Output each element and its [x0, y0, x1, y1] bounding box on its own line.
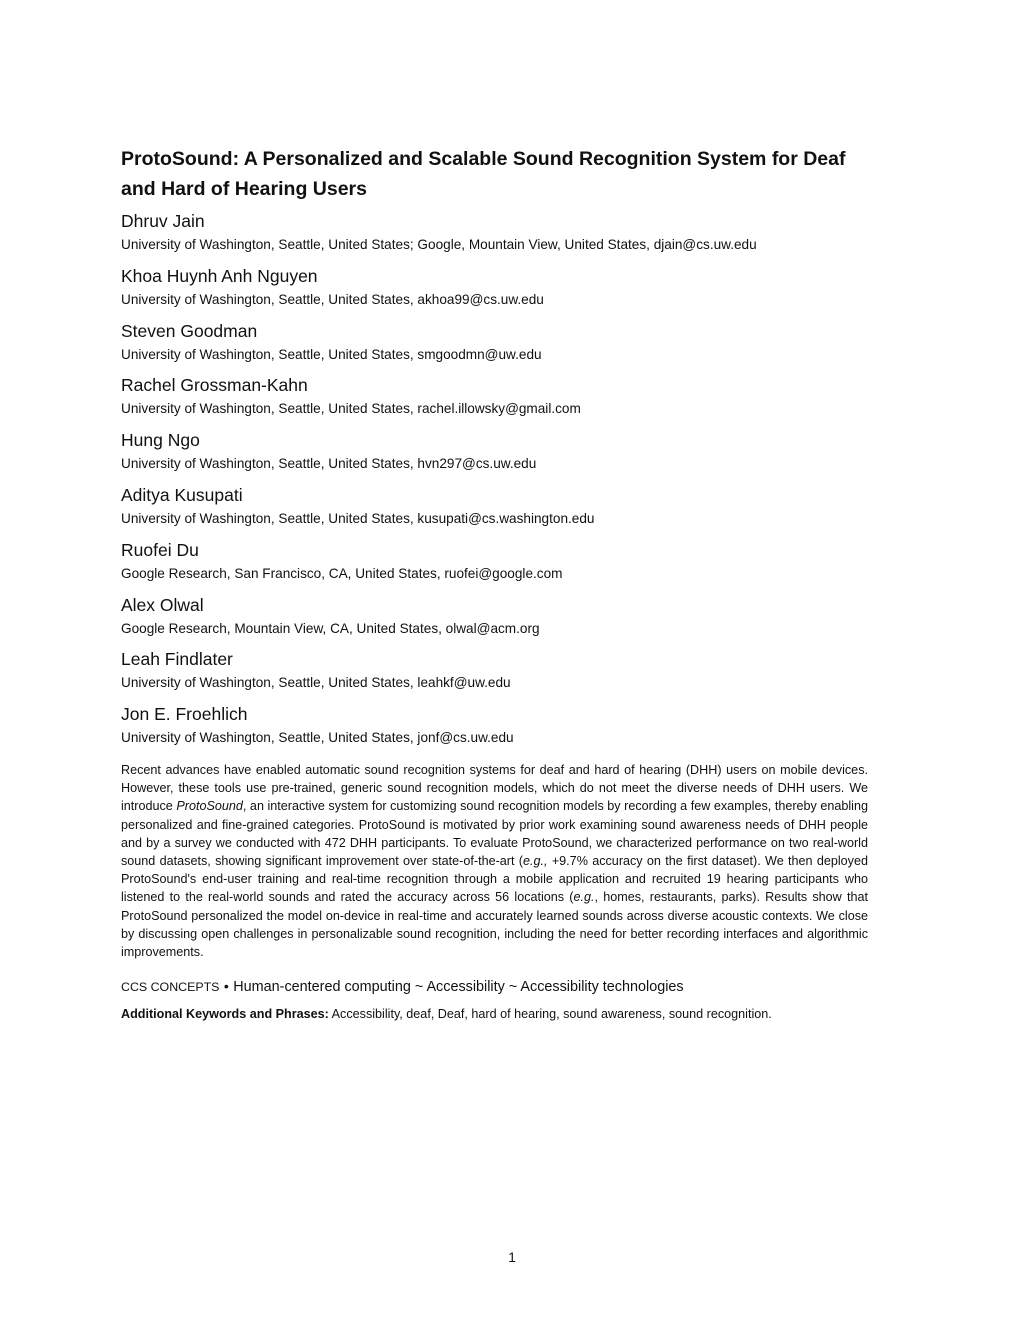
author-list: [121, 208, 868, 756]
author-entry: [121, 701, 868, 756]
author-entry: [121, 372, 868, 427]
author-name: Alex Olwal: [121, 594, 204, 615]
page-number: 1: [508, 1250, 516, 1265]
author-affiliation: University of Washington, Seattle, United States, akhoa99@cs.uw.edu: [121, 291, 544, 307]
author-entry: [121, 318, 868, 373]
author-name: Aditya Kusupati: [121, 484, 243, 505]
author-entry: [121, 537, 868, 592]
keywords: [121, 1005, 868, 1023]
author-name: Leah Findlater: [121, 649, 233, 670]
ccs-concepts-text: Human-centered computing ~ Accessibility ~ Accessibility technologies: [233, 979, 684, 995]
abstract-text: +9.7% accuracy on the first dataset). We then deployed ProtoSound's end-user training and real-time recognition through a mobile application and recruited 19 hearing participants who listened to the real-world sounds and rated the accuracy across 56 locations (: [121, 854, 868, 905]
abstract-text: , homes, restaurants, parks). Results show that ProtoSound personalized the model on-device in real-time and accurately learned sounds across diverse acoustic contexts. We close by discussing open challenges in personalizable sound recognition, including the need for better recording interfaces and algorithmic improvements.: [121, 890, 869, 960]
system-name: ProtoSound: [176, 799, 243, 814]
author-name: Dhruv Jain: [121, 211, 205, 231]
abbreviation: e.g.: [573, 890, 595, 905]
author-name: Jon E. Froehlich: [121, 704, 248, 725]
abstract-text: Recent advances have enabled automatic sound recognition systems for deaf and hard of hearing (DHH) users on mobile devices. However, these tools use pre-trained, generic sound recognition models, which do not meet the diverse needs of DHH users. We introduce: [121, 763, 868, 814]
paper-title: ProtoSound: A Personalized and Scalable Sound Recognition System for Deaf and Hard of Hearing Users: [121, 148, 846, 200]
author-name: Hung Ngo: [121, 430, 200, 451]
abstract-text: , an interactive system for customizing sound recognition models by recording a few examples, thereby enabling personalized and fine-grained categories. ProtoSound is motivated by prior work examining sound awareness needs of DHH people and by a survey we conducted with 472 DHH participants. To evaluate ProtoSound, we characterized performance on two real-world sound datasets, showing significant improvement over state-of-the-art (: [121, 799, 868, 869]
author-affiliation: Google Research, Mountain View, CA, United States, olwal@acm.org: [121, 620, 540, 636]
author-entry: [121, 592, 868, 647]
author-name: Rachel Grossman-Kahn: [121, 375, 308, 396]
abstract: [121, 761, 868, 961]
author-affiliation: University of Washington, Seattle, United States; Google, Mountain View, United States, djain@cs.uw.edu: [121, 237, 757, 252]
author-name: Khoa Huynh Anh Nguyen: [121, 265, 318, 286]
author-affiliation: University of Washington, Seattle, United States, jonf@cs.uw.edu: [121, 730, 514, 746]
author-affiliation: Google Research, San Francisco, CA, United States, ruofei@google.com: [121, 565, 563, 581]
author-affiliation: University of Washington, Seattle, United States, hvn297@cs.uw.edu: [121, 456, 537, 472]
author-entry: [121, 263, 868, 318]
ccs-concepts: [121, 976, 868, 997]
bullet-icon: •: [223, 978, 229, 994]
author-affiliation: University of Washington, Seattle, United States, leahkf@uw.edu: [121, 675, 511, 691]
author-entry: [121, 646, 868, 701]
keywords-text: Accessibility, deaf, Deaf, hard of hearing, sound awareness, sound recognition.: [331, 1007, 772, 1021]
author-entry: [121, 427, 868, 482]
abbreviation: e.g.,: [522, 854, 548, 869]
author-name: Ruofei Du: [121, 539, 199, 560]
author-name: Steven Goodman: [121, 320, 258, 341]
author-entry: [121, 482, 868, 537]
author-affiliation: University of Washington, Seattle, United States, rachel.illowsky@gmail.com: [121, 401, 581, 417]
author-affiliation: University of Washington, Seattle, United States, smgoodmn@uw.edu: [121, 346, 542, 362]
keywords-label: Additional Keywords and Phrases:: [121, 1007, 329, 1021]
author-entry: [121, 208, 868, 263]
ccs-label: CCS CONCEPTS: [121, 980, 220, 994]
author-affiliation: University of Washington, Seattle, United States, kusupati@cs.washington.edu: [121, 510, 595, 526]
